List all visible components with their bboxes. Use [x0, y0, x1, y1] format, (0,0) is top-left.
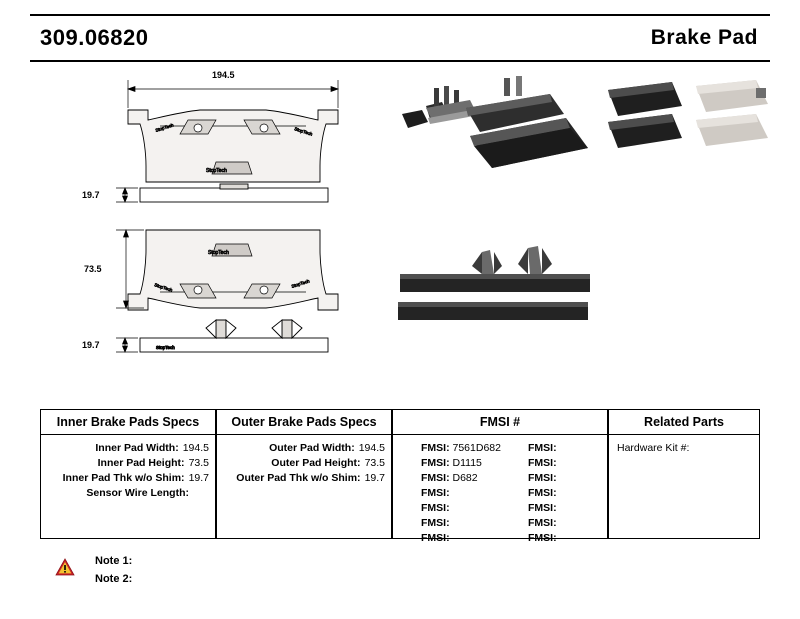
inner-pad-thickness-label: Inner Pad Thk w/o Shim: [62, 472, 185, 484]
outer-specs-title: Outer Brake Pads Specs [217, 410, 391, 435]
table-row [528, 501, 607, 516]
notes-section [55, 555, 355, 595]
inner-pad-height-label: Inner Pad Height: [97, 457, 185, 469]
fmsi-table [392, 409, 608, 544]
fmsi-label: FMSI: [421, 442, 450, 454]
hardware-kit-label: Hardware Kit #: [617, 442, 690, 454]
inner-pad-thickness-value: 19.7 [188, 472, 209, 484]
fmsi-left-column [393, 441, 500, 546]
sensor-wire-length-label: Sensor Wire Length: [86, 487, 189, 499]
inner-pad-width-value: 194.5 [182, 442, 209, 454]
fmsi-label: FMSI: [528, 472, 557, 484]
outer-pad-front-view [128, 230, 338, 310]
table-row [528, 516, 607, 531]
dimension-top-width [128, 80, 338, 108]
fmsi-label: FMSI: [528, 487, 557, 499]
outer-pad-side-view [140, 320, 328, 352]
photo-pads-lower [398, 246, 590, 320]
svg-text:StopTech: StopTech [154, 122, 175, 133]
fmsi-label: FMSI: [528, 457, 557, 469]
fmsi-value: D1115 [452, 457, 482, 469]
fmsi-label: FMSI: [421, 472, 450, 484]
note-1: Note 1: [95, 555, 133, 567]
photo-pad-set-right [608, 80, 768, 148]
fmsi-label: FMSI: [528, 532, 557, 544]
sensor-wire-length-value [189, 486, 193, 501]
table-row [528, 471, 607, 486]
table-row [47, 456, 209, 471]
inner-pad-width-label: Inner Pad Width: [95, 442, 179, 454]
dimension-label-top-width: 194.5 [212, 70, 235, 80]
related-parts-table [608, 409, 760, 539]
table-row [528, 456, 607, 471]
related-parts-title: Related Parts [609, 410, 759, 435]
fmsi-label: FMSI: [421, 487, 450, 499]
inner-pad-height-value: 73.5 [188, 457, 209, 469]
note-2: Note 2: [95, 573, 133, 585]
table-row [223, 441, 385, 456]
table-row [528, 486, 607, 501]
outer-pad-thickness-value: 19.7 [364, 472, 385, 484]
table-row [617, 441, 753, 456]
photo-hardware-and-pads [402, 76, 588, 168]
table-row [421, 456, 500, 471]
svg-text:StopTech: StopTech [206, 168, 227, 174]
inner-pad-side-view [140, 184, 328, 202]
svg-text:StopTech: StopTech [153, 282, 174, 293]
table-row [421, 516, 500, 531]
technical-drawing [30, 62, 770, 392]
fmsi-label: FMSI: [421, 502, 450, 514]
document-type: Brake Pad [650, 26, 758, 49]
warning-triangle-icon [55, 558, 75, 576]
outer-pad-height-label: Outer Pad Height: [271, 457, 361, 469]
spec-tables [40, 409, 760, 549]
fmsi-value: 7561D682 [452, 442, 501, 454]
dimension-label-outer-thickness: 19.7 [82, 340, 100, 350]
table-row [421, 441, 500, 456]
inner-specs-table [40, 409, 216, 539]
svg-text:StopTech: StopTech [208, 250, 229, 256]
svg-text:StopTech: StopTech [156, 345, 175, 350]
dimension-label-inner-thickness: 19.7 [82, 190, 100, 200]
fmsi-title: FMSI # [393, 410, 607, 435]
table-row [47, 486, 209, 501]
outer-pad-height-value: 73.5 [364, 457, 385, 469]
dimension-inner-thickness [116, 188, 138, 202]
fmsi-label: FMSI: [528, 517, 557, 529]
table-row [223, 471, 385, 486]
inner-specs-title: Inner Brake Pads Specs [41, 410, 215, 435]
sheet-header [30, 14, 770, 62]
table-row [223, 456, 385, 471]
svg-text:StopTech: StopTech [290, 278, 311, 289]
fmsi-label: FMSI: [421, 532, 450, 544]
fmsi-label: FMSI: [528, 502, 557, 514]
table-row [421, 531, 500, 546]
dimension-outer-thickness [116, 338, 138, 352]
part-number: 309.06820 [40, 25, 149, 50]
table-row [421, 501, 500, 516]
fmsi-right-column [500, 441, 607, 546]
drawing-canvas [30, 62, 770, 392]
table-row [47, 471, 209, 486]
table-row [47, 441, 209, 456]
table-row [528, 441, 607, 456]
outer-pad-thickness-label: Outer Pad Thk w/o Shim: [236, 472, 361, 484]
table-row [528, 531, 607, 546]
dimension-label-pad-height: 73.5 [84, 264, 102, 274]
svg-text:StopTech: StopTech [293, 126, 314, 137]
table-row [421, 486, 500, 501]
fmsi-value: D682 [452, 472, 478, 484]
fmsi-label: FMSI: [421, 457, 450, 469]
table-row [421, 471, 500, 486]
outer-specs-table [216, 409, 392, 539]
outer-pad-width-label: Outer Pad Width: [269, 442, 355, 454]
fmsi-label: FMSI: [421, 517, 450, 529]
outer-pad-width-value: 194.5 [358, 442, 385, 454]
fmsi-label: FMSI: [528, 442, 557, 454]
